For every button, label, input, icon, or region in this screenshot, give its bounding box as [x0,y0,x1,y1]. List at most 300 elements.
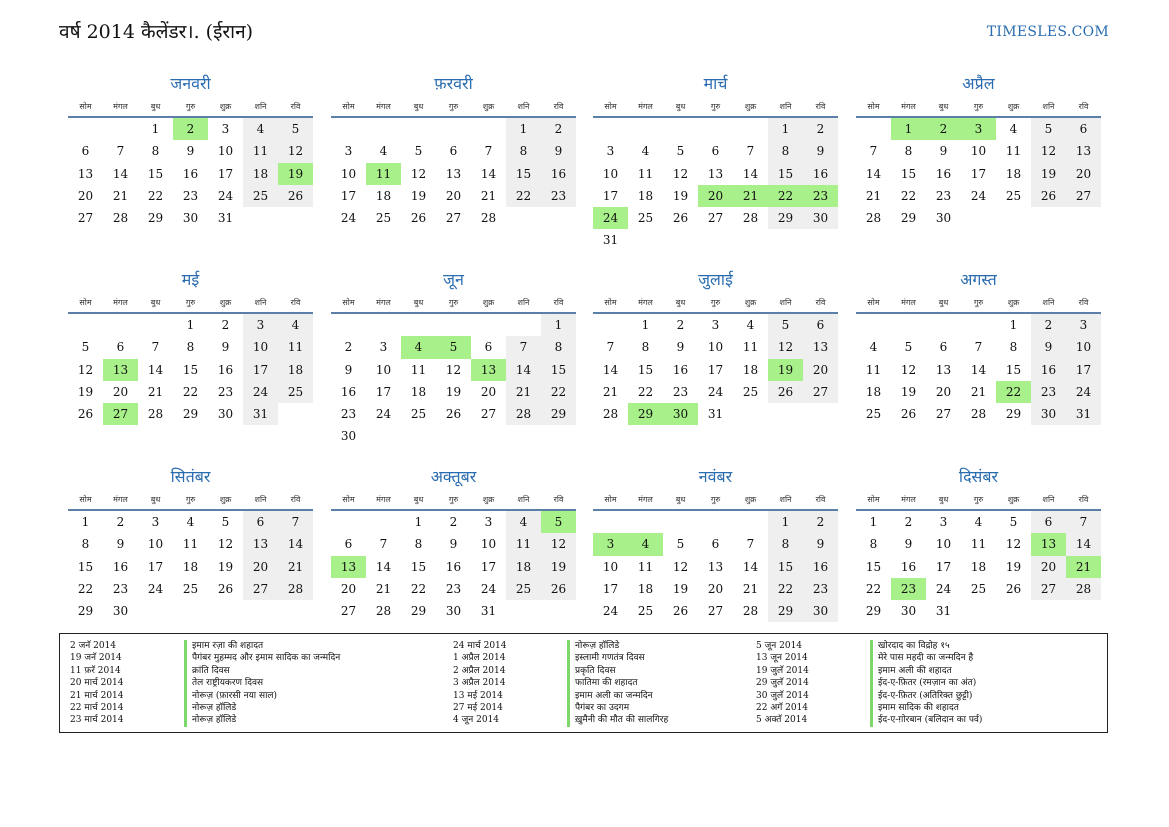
week-row [68,556,313,578]
day-cell: 15 [77,559,94,574]
day-cell: 7 [974,340,983,355]
day-cell: 12 [768,336,803,358]
weekday-label: गुरु [185,298,196,307]
weekday-label: सोम [79,298,92,307]
weekday-label: गुरु [710,298,721,307]
day-cell: 23 [935,188,952,203]
week-row [331,314,576,336]
day-cell: 1 [151,122,160,136]
day-cell: 21 [278,556,313,578]
day-cell: 7 [869,144,878,159]
day-cell: 24 [480,581,497,596]
day-cell: 28 [480,211,497,226]
holiday-day-cell: 19 [768,359,803,381]
holiday-name: क्रांति दिवस [184,665,230,677]
week-row [331,359,576,381]
day-cell: 25 [278,381,313,403]
day-cell: 2 [221,318,230,332]
holiday-day-cell: 22 [996,381,1031,403]
holiday-entry [443,652,668,664]
day-cell: 6 [344,537,353,552]
day-cell: 20 [480,384,497,399]
day-cell: 22 [865,581,882,596]
day-cell: 3 [221,122,230,136]
week-row [593,381,838,403]
holiday-list [59,633,1108,733]
day-cell: 10 [602,166,619,181]
holiday-date: 13 जून 2014 [756,653,808,664]
holiday-name: ईद-ए-ग़ोरबान (बलिदान का पर्व) [870,714,982,726]
holiday-day-cell: 13 [471,359,506,381]
weekday-label: रवि [1078,495,1089,504]
day-cell: 24 [602,604,619,619]
day-cell: 28 [1066,578,1101,600]
day-cell: 9 [116,537,125,552]
weekday-header [593,98,838,118]
holiday-date: 4 जून 2014 [453,715,500,726]
day-cell: 5 [278,118,313,140]
day-cell: 10 [602,559,619,574]
holiday-day-cell: 1 [891,118,926,140]
day-cell: 29 [768,600,803,622]
day-cell: 7 [606,340,615,355]
day-cell: 28 [602,407,619,422]
day-cell: 9 [676,340,685,355]
week-row [593,118,838,140]
day-cell: 9 [1031,336,1066,358]
day-cell: 23 [1031,381,1066,403]
day-cell: 19 [410,188,427,203]
week-row [593,314,838,336]
holiday-column [746,640,982,727]
day-cell: 2 [803,118,838,140]
empty-day-cell [733,511,768,533]
day-cell: 28 [278,578,313,600]
day-cell: 31 [480,604,497,619]
day-cell: 14 [375,559,392,574]
holiday-date: 5 अक्तॅ 2014 [756,715,808,726]
day-cell: 27 [77,211,94,226]
weekday-label: रवि [1078,102,1089,111]
day-cell: 31 [217,211,234,226]
week-row [856,556,1101,578]
weekday-label: मंगल [113,298,128,307]
day-cell: 12 [900,362,917,377]
day-cell: 6 [1066,118,1101,140]
holiday-entry [746,665,982,677]
week-row [68,336,313,358]
day-cell: 8 [641,340,650,355]
holiday-name: इमाम सादिक की शहादत [870,702,959,714]
week-row [593,163,838,185]
weekday-label: सोम [867,102,880,111]
weekday-label: शुक्र [219,102,232,111]
weekday-header [856,491,1101,511]
month-block [593,463,838,622]
holiday-name: मेरे पास महदी का जन्मदिन है [870,652,973,664]
holiday-date: 3 अप्रैल 2014 [453,678,506,689]
day-cell: 17 [970,166,987,181]
day-cell: 3 [151,515,160,529]
month-name: दिसंबर [958,467,999,486]
month-name: फ़रवरी [434,74,473,93]
week-row [68,314,313,336]
day-cell: 22 [637,384,654,399]
day-cell: 1 [768,511,803,533]
day-cell: 21 [480,188,497,203]
day-cell: 30 [217,407,234,422]
weekday-label: बुध [150,298,161,307]
day-cell: 28 [375,604,392,619]
month-name: जनवरी [170,74,211,93]
empty-day-cell [1031,600,1066,622]
day-cell: 13 [707,166,724,181]
holiday-day-cell: 4 [401,336,436,358]
week-row [68,185,313,207]
holiday-entry [60,652,340,664]
holiday-day-cell: 11 [366,163,401,185]
weekday-label: गुरु [973,495,984,504]
month-name: मार्च [703,74,728,93]
holiday-date: 5 जून 2014 [756,641,803,651]
weekday-label: सोम [342,102,355,111]
weekday-label: बुध [675,495,686,504]
day-cell: 10 [375,362,392,377]
day-cell: 16 [803,556,838,578]
day-cell: 30 [1031,403,1066,425]
day-cell: 1 [541,314,576,336]
holiday-entry [746,702,982,714]
day-cell: 18 [410,384,427,399]
day-cell: 27 [1066,185,1101,207]
day-cell: 8 [768,140,803,162]
weekday-label: सोम [342,495,355,504]
weekday-label: मंगल [901,495,916,504]
day-cell: 14 [742,166,759,181]
day-cell: 10 [1066,336,1101,358]
empty-day-cell [593,118,628,140]
week-row [856,207,1101,229]
weekday-label: शुक्र [1007,298,1020,307]
weekday-label: शुक्र [1007,102,1020,111]
holiday-entry [746,652,982,664]
site-brand-link[interactable]: TIMESLES.COM [986,24,1109,40]
holiday-name: प्रकृति दिवस [567,665,616,677]
holiday-day-cell: 3 [961,118,996,140]
day-cell: 8 [506,140,541,162]
day-cell: 23 [217,384,234,399]
day-cell: 6 [81,144,90,159]
weekday-label: गुरु [710,102,721,111]
empty-day-cell [856,118,891,140]
weekday-label: बुध [938,298,949,307]
day-cell: 27 [707,211,724,226]
holiday-day-cell: 29 [628,403,663,425]
day-cell: 20 [1031,556,1066,578]
weekday-label: मंगल [638,298,653,307]
day-cell: 1 [414,515,423,529]
day-cell: 27 [707,604,724,619]
day-cell: 5 [904,340,913,355]
holiday-entry [60,690,340,702]
empty-day-cell [541,207,576,229]
day-cell: 18 [637,581,654,596]
day-cell: 3 [939,515,948,529]
day-cell: 9 [221,340,230,355]
weekday-label: शनि [1042,495,1055,504]
day-cell: 6 [449,144,458,159]
day-cell: 12 [1005,537,1022,552]
day-cell: 7 [1066,511,1101,533]
empty-day-cell [436,425,471,447]
week-row [68,600,313,622]
weekday-label: सोम [867,298,880,307]
holiday-entry [746,677,982,689]
week-row [331,140,576,162]
day-cell: 3 [344,144,353,159]
day-cell: 2 [676,318,685,332]
holiday-day-cell: 21 [1066,556,1101,578]
holiday-entry [60,702,340,714]
day-cell: 1 [1009,318,1018,332]
holiday-name: फातिमा की शहादत [567,677,638,689]
week-row [331,185,576,207]
holiday-day-cell: 4 [628,533,663,555]
day-cell: 27 [935,407,952,422]
day-cell: 9 [344,362,353,377]
holiday-entry [60,640,340,652]
day-cell: 15 [506,163,541,185]
week-row [856,600,1101,622]
day-cell: 13 [707,559,724,574]
day-cell: 17 [480,559,497,574]
day-cell: 10 [935,537,952,552]
weekday-label: बुध [413,102,424,111]
holiday-day-cell: 30 [663,403,698,425]
holiday-day-cell: 22 [768,185,803,207]
week-row [331,533,576,555]
day-cell: 5 [676,144,685,159]
day-cell: 12 [672,166,689,181]
day-cell: 31 [602,233,619,248]
day-cell: 24 [147,581,164,596]
day-cell: 12 [541,533,576,555]
empty-day-cell [331,118,366,140]
day-cell: 3 [711,318,720,332]
day-cell: 16 [112,559,129,574]
day-cell: 25 [742,384,759,399]
empty-day-cell [663,511,698,533]
empty-day-cell [366,511,401,533]
day-cell: 25 [865,407,882,422]
weekday-label: शनि [779,495,792,504]
holiday-name: ईद-ए-फ़ितर (रमज़ान का अंत) [870,677,976,689]
day-cell: 15 [541,359,576,381]
day-cell: 4 [641,144,650,159]
day-cell: 18 [1005,166,1022,181]
day-cell: 30 [803,600,838,622]
empty-day-cell [628,229,663,251]
day-cell: 25 [637,604,654,619]
day-cell: 26 [541,578,576,600]
empty-day-cell [366,314,401,336]
day-cell: 18 [506,556,541,578]
day-cell: 7 [151,340,160,355]
day-cell: 19 [672,581,689,596]
day-cell: 7 [116,144,125,159]
day-cell: 20 [77,188,94,203]
day-cell: 3 [1066,314,1101,336]
day-cell: 21 [147,384,164,399]
holiday-date: 20 मार्च 2014 [70,678,124,689]
day-cell: 14 [970,362,987,377]
holiday-entry [746,690,982,702]
day-cell: 22 [768,578,803,600]
weekday-label: शनि [779,102,792,111]
day-cell: 7 [746,537,755,552]
day-cell: 3 [243,314,278,336]
day-cell: 3 [606,144,615,159]
weekday-label: शुक्र [219,495,232,504]
empty-day-cell [628,118,663,140]
empty-day-cell [436,314,471,336]
holiday-day-cell: 5 [541,511,576,533]
day-cell: 13 [935,362,952,377]
week-row [68,359,313,381]
day-cell: 17 [340,188,357,203]
day-cell: 26 [672,211,689,226]
weekday-label: शनि [517,495,530,504]
holiday-day-cell: 13 [103,359,138,381]
week-row [331,336,576,358]
week-row [593,207,838,229]
weekday-header [856,98,1101,118]
holiday-date: 24 मार्च 2014 [453,641,507,651]
day-cell: 10 [340,166,357,181]
weekday-label: शुक्र [482,495,495,504]
holiday-date: 13 मई 2014 [453,690,503,701]
empty-day-cell [803,229,838,251]
day-cell: 5 [81,340,90,355]
day-cell: 22 [77,581,94,596]
day-cell: 1 [869,515,878,529]
day-cell: 16 [541,163,576,185]
month-block [68,266,313,425]
day-cell: 30 [935,211,952,226]
day-cell: 30 [182,211,199,226]
holiday-day-cell: 2 [926,118,961,140]
day-cell: 5 [1009,515,1018,529]
day-cell: 21 [375,581,392,596]
week-row [331,556,576,578]
day-cell: 8 [904,144,913,159]
holiday-entry [443,665,668,677]
day-cell: 20 [803,359,838,381]
empty-day-cell [506,314,541,336]
empty-day-cell [593,314,628,336]
day-cell: 2 [116,515,125,529]
weekday-label: गुरु [448,102,459,111]
day-cell: 30 [900,604,917,619]
day-cell: 18 [742,362,759,377]
day-cell: 4 [379,144,388,159]
holiday-entry [443,640,668,652]
day-cell: 14 [602,362,619,377]
empty-day-cell [698,118,733,140]
day-cell: 20 [243,556,278,578]
day-cell: 11 [1005,144,1022,159]
day-cell: 18 [182,559,199,574]
week-row [331,163,576,185]
day-cell: 1 [768,118,803,140]
empty-day-cell [103,118,138,140]
day-cell: 4 [746,318,755,332]
day-cell: 8 [869,537,878,552]
day-cell: 12 [278,140,313,162]
day-cell: 19 [1005,559,1022,574]
holiday-day-cell: 21 [733,185,768,207]
weekday-label: मंगल [376,102,391,111]
day-cell: 30 [445,604,462,619]
day-cell: 17 [217,166,234,181]
day-cell: 10 [970,144,987,159]
day-cell: 27 [243,578,278,600]
day-cell: 20 [1066,163,1101,185]
holiday-day-cell: 19 [278,163,313,185]
holiday-day-cell: 13 [331,556,366,578]
day-cell: 10 [147,537,164,552]
weekday-label: रवि [815,298,826,307]
day-cell: 21 [865,188,882,203]
weekday-label: सोम [604,298,617,307]
week-row [68,403,313,425]
day-cell: 21 [742,581,759,596]
empty-day-cell [506,207,541,229]
day-cell: 28 [742,604,759,619]
day-cell: 29 [768,207,803,229]
holiday-date: 22 मार्च 2014 [70,702,124,713]
day-cell: 16 [672,362,689,377]
empty-day-cell [768,229,803,251]
weekday-label: शुक्र [482,298,495,307]
day-cell: 7 [746,144,755,159]
day-cell: 4 [1009,122,1018,136]
empty-day-cell [733,229,768,251]
empty-day-cell [961,207,996,229]
day-cell: 29 [147,211,164,226]
day-cell: 26 [278,185,313,207]
weekday-label: रवि [815,102,826,111]
week-row [593,556,838,578]
holiday-date: 21 मार्च 2014 [70,690,124,701]
day-cell: 9 [186,144,195,159]
holiday-name: नोरूज़ हॉलिडे [184,714,236,726]
week-row [856,511,1101,533]
empty-day-cell [593,511,628,533]
holiday-entry [746,714,982,726]
holiday-name: खोरदाद का विद्रोह १५ [870,640,950,652]
day-cell: 19 [445,384,462,399]
day-cell: 18 [970,559,987,574]
weekday-label: शुक्र [482,102,495,111]
day-cell: 15 [768,163,803,185]
month-block [68,70,313,229]
day-cell: 13 [1066,140,1101,162]
day-cell: 5 [676,537,685,552]
day-cell: 19 [217,559,234,574]
day-cell: 29 [77,604,94,619]
week-row [68,163,313,185]
